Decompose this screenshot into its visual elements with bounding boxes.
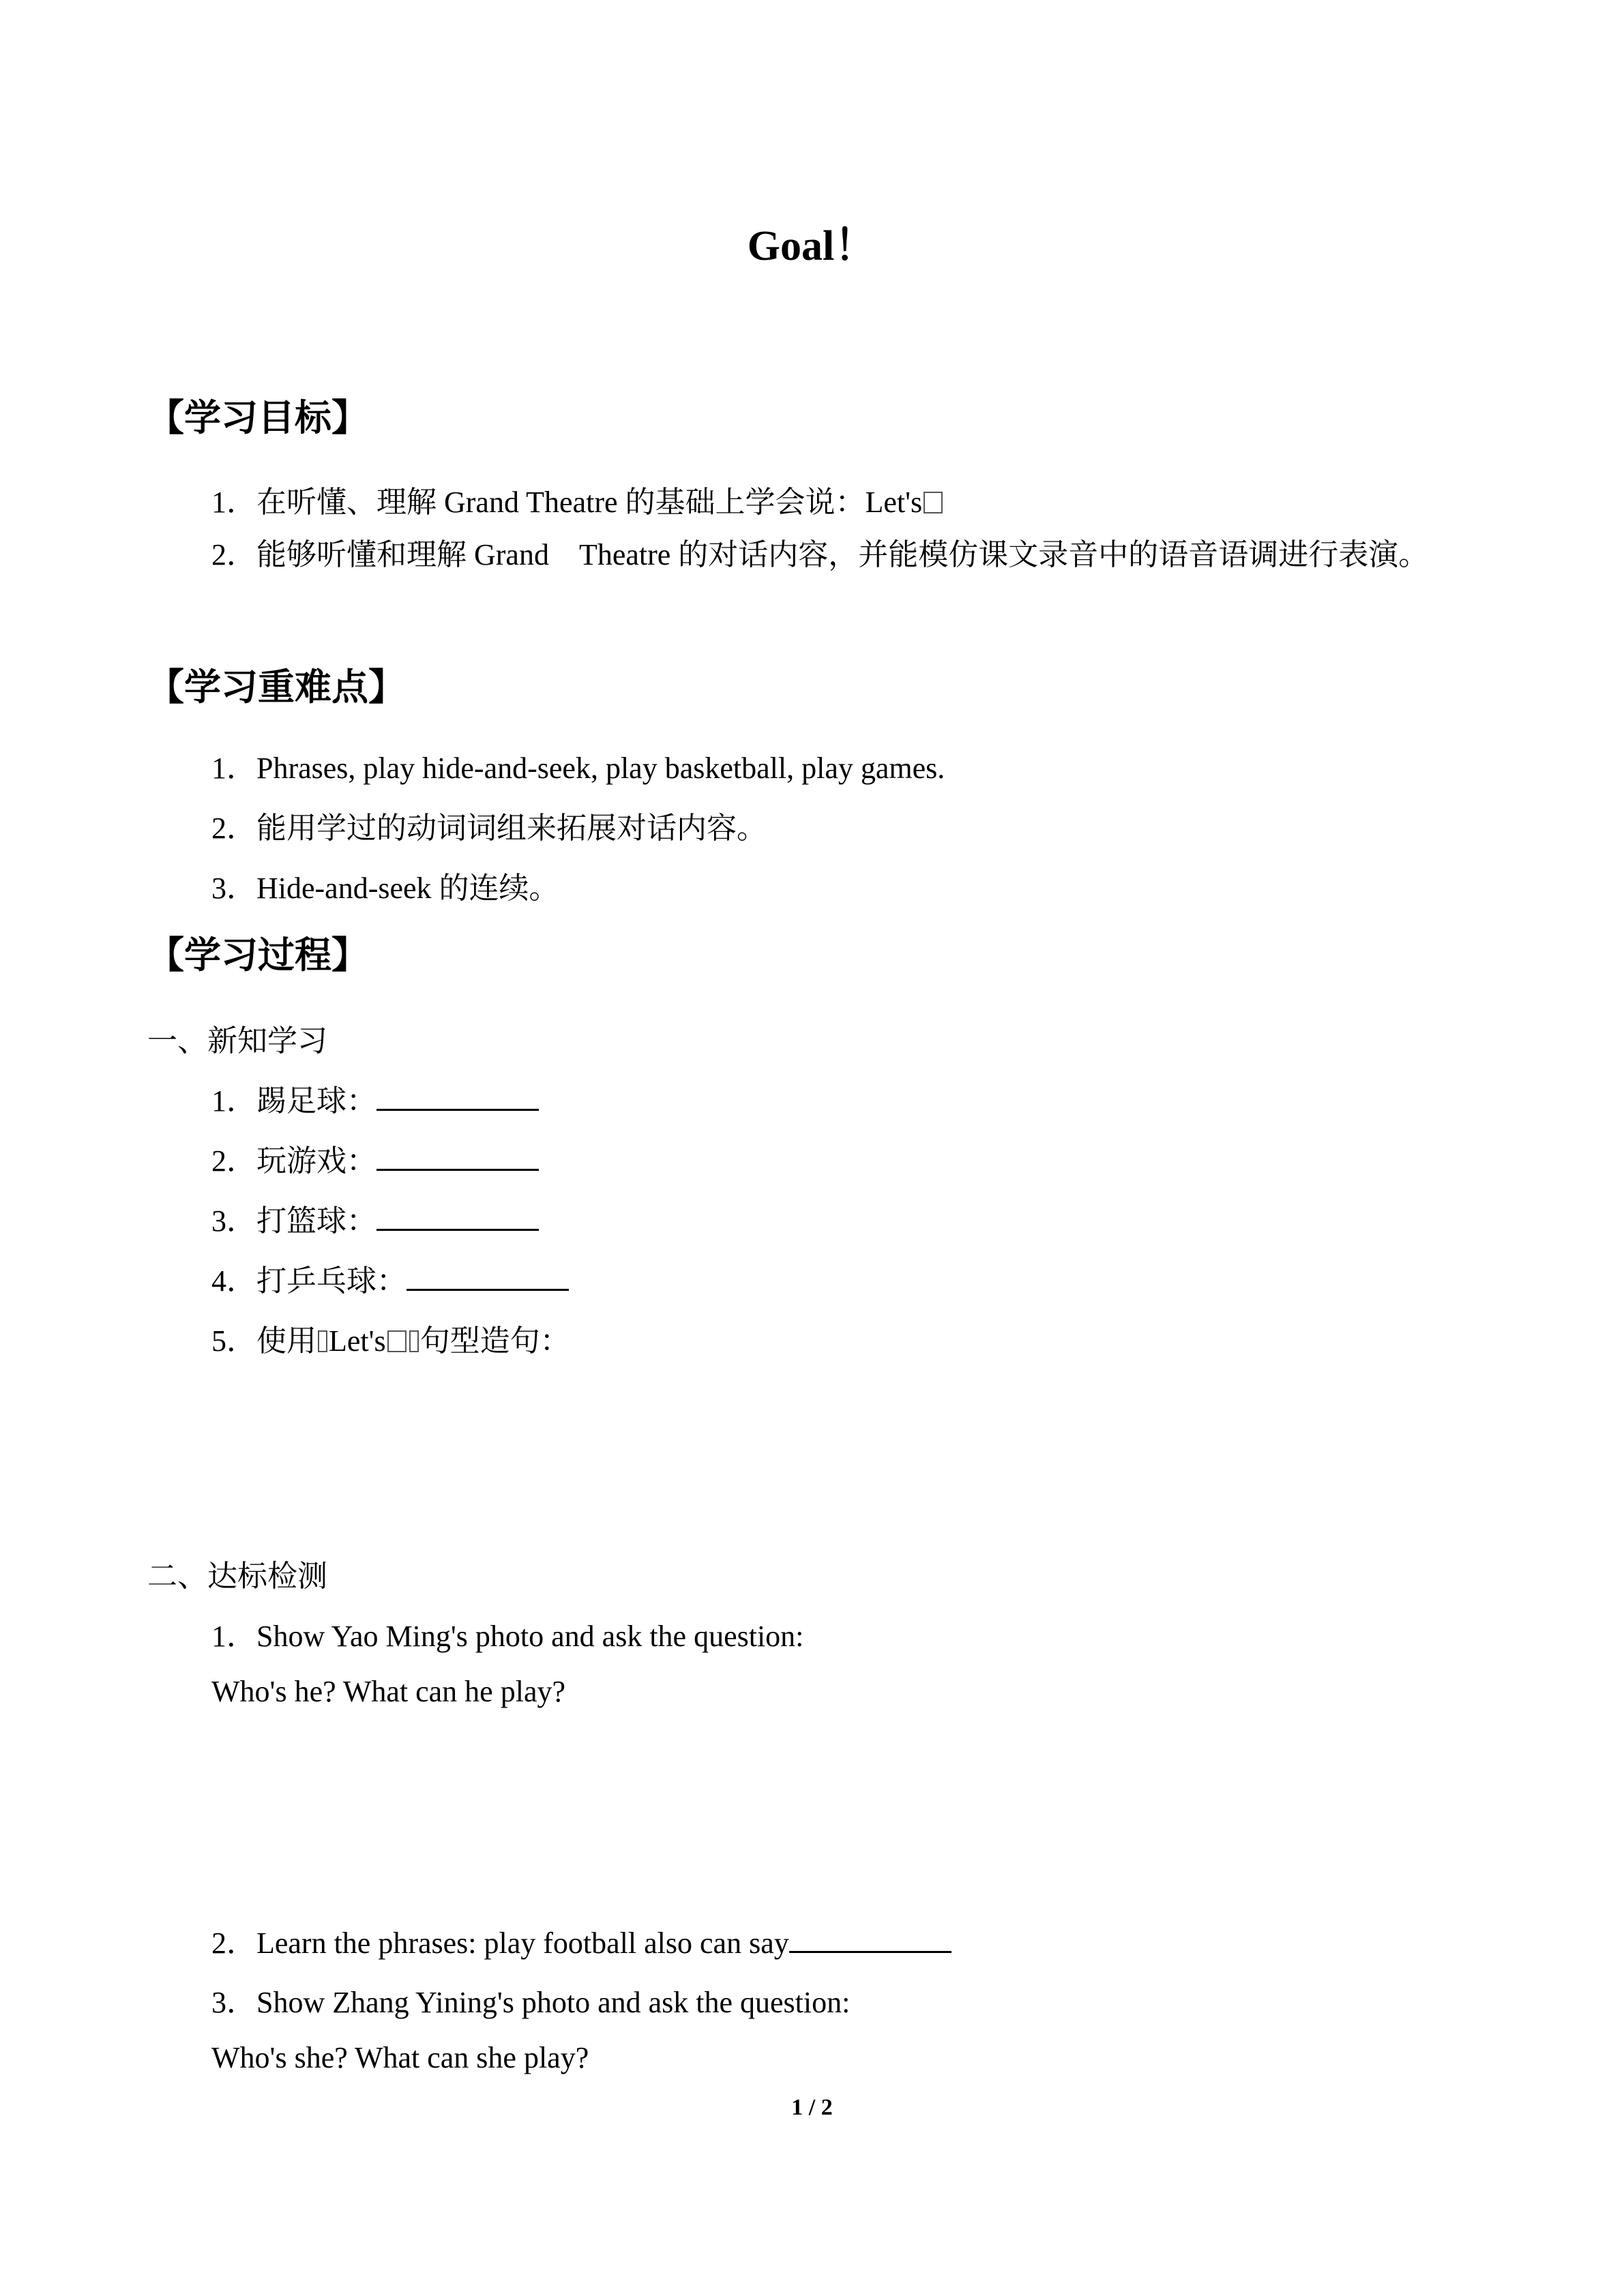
test-item-1-question: Who's he? What can he play? (211, 1675, 565, 1708)
test-item-2-text: 2．Learn the phrases: play football also can say (211, 1926, 789, 1960)
objective-item-1-text: 1．在听懂、理解 Grand Theatre 的基础上学会说：Let's (211, 486, 923, 519)
placeholder-box-icon (409, 1330, 419, 1352)
exercise-item-5-text-c: 句型造句： (419, 1324, 570, 1358)
exercise-item-4-text: 4．打乒乓球： (211, 1264, 407, 1298)
exercise-item-4 (211, 1256, 569, 1300)
answer-blank[interactable] (407, 1264, 569, 1291)
section-heading-objectives: 【学习目标】 (147, 396, 368, 439)
page-number: 1 / 2 (791, 2095, 833, 2120)
objective-item-1 (211, 477, 944, 521)
answer-blank[interactable] (377, 1144, 539, 1171)
exercise-item-1 (211, 1076, 539, 1120)
test-item-1: 1．Show Yao Ming's photo and ask the question: (211, 1620, 804, 1653)
placeholder-box-icon (387, 1330, 407, 1352)
key-point-item-1: 1．Phrases, play hide-and-seek, play basketball, play games. (211, 751, 945, 785)
placeholder-box-icon (318, 1330, 327, 1352)
objective-item-2: 2．能够听懂和理解 Grand Theatre 的对话内容，并能模仿课文录音中的语音语调进行表演。 (211, 538, 1429, 571)
test-item-2 (211, 1918, 951, 1962)
exercise-item-3 (211, 1196, 539, 1240)
part2-title: 二、达标检测 (147, 1560, 327, 1593)
exercise-item-5 (211, 1316, 570, 1360)
section-heading-key-points: 【学习重难点】 (147, 666, 405, 709)
exercise-item-5-text-a: 5．使用 (211, 1324, 316, 1358)
placeholder-box-icon (924, 492, 943, 513)
answer-blank[interactable] (377, 1204, 539, 1231)
key-point-item-2: 2．能用学过的动词词组来拓展对话内容。 (211, 811, 767, 845)
answer-blank[interactable] (789, 1926, 951, 1953)
exercise-item-3-text: 3．打篮球： (211, 1204, 377, 1238)
exercise-item-1-text: 1．踢足球： (211, 1084, 377, 1118)
key-point-item-3: 3．Hide-and-seek 的连续。 (211, 871, 559, 905)
answer-blank[interactable] (377, 1084, 539, 1111)
test-item-3: 3．Show Zhang Yining's photo and ask the question: (211, 1986, 851, 2019)
exercise-item-2 (211, 1136, 539, 1180)
exercise-item-2-text: 2．玩游戏： (211, 1144, 377, 1178)
part1-title: 一、新知学习 (147, 1024, 327, 1058)
section-heading-process: 【学习过程】 (147, 934, 368, 976)
test-item-3-question: Who's she? What can she play? (211, 2041, 589, 2074)
document-title: Goal！ (747, 223, 877, 269)
exercise-item-5-text-b: Let's (329, 1324, 386, 1358)
